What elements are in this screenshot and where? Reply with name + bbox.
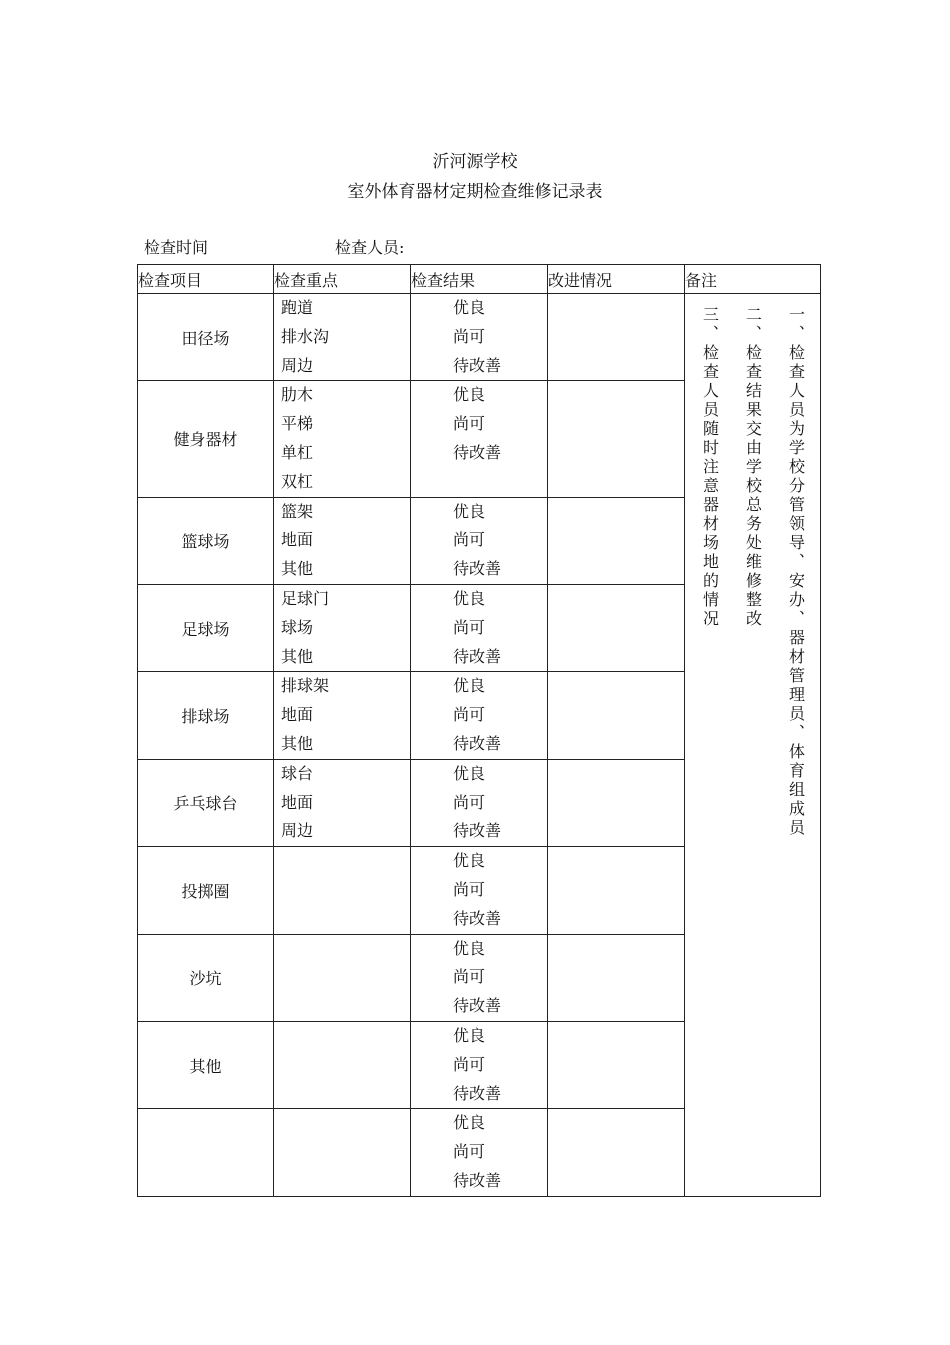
- result-option: 尚可: [453, 326, 486, 346]
- result-option: 尚可: [453, 705, 486, 725]
- inspection-item: [138, 1109, 274, 1196]
- remarks-list: [685, 294, 820, 838]
- inspection-point: 其他: [281, 559, 314, 579]
- result-option: 尚可: [453, 530, 486, 550]
- result-option: 尚可: [453, 967, 486, 987]
- inspection-results: [411, 497, 548, 584]
- inspection-item: 其他: [138, 1021, 274, 1108]
- remarks-cell: [685, 294, 821, 1197]
- improvement-cell: [548, 294, 685, 381]
- inspection-points: [274, 1021, 411, 1108]
- result-option: 优良: [453, 851, 486, 871]
- result-option: 待改善: [453, 559, 502, 579]
- improvement-cell: [548, 847, 685, 934]
- result-option: 尚可: [453, 1054, 486, 1074]
- improvement-cell: [548, 1021, 685, 1108]
- inspection-point: 其他: [281, 646, 314, 666]
- improvement-cell: [548, 497, 685, 584]
- result-option: 优良: [453, 588, 486, 608]
- result-option: 尚可: [453, 1142, 486, 1162]
- result-option: 优良: [453, 1113, 486, 1133]
- result-option: 尚可: [453, 414, 486, 434]
- result-option: 尚可: [453, 792, 486, 812]
- inspection-points: [274, 934, 411, 1021]
- result-option: 待改善: [453, 908, 502, 928]
- inspection-point: 周边: [281, 821, 314, 841]
- inspection-point: 周边: [281, 355, 314, 375]
- inspector-label: 检查人员:: [335, 238, 405, 257]
- column-header: 检查结果: [411, 265, 548, 294]
- column-header: 检查重点: [274, 265, 411, 294]
- inspection-record-table: [137, 264, 821, 1197]
- inspection-points: [274, 381, 411, 497]
- result-option: 优良: [453, 1025, 486, 1045]
- result-option: 优良: [453, 501, 486, 521]
- inspection-point: 球场: [281, 617, 314, 637]
- inspection-item: 篮球场: [138, 497, 274, 584]
- inspection-point: 双杠: [281, 471, 314, 491]
- inspection-item: 排球场: [138, 672, 274, 759]
- inspection-results: [411, 584, 548, 671]
- inspection-point: 地面: [281, 705, 314, 725]
- result-option: 待改善: [453, 733, 502, 753]
- inspection-points: [274, 294, 411, 381]
- improvement-cell: [548, 759, 685, 846]
- inspection-results: [411, 294, 548, 381]
- inspection-point: 排水沟: [281, 326, 330, 346]
- inspection-point: 排球架: [281, 676, 330, 696]
- inspection-item: 乒乓球台: [138, 759, 274, 846]
- result-option: 待改善: [453, 996, 502, 1016]
- result-option: 尚可: [453, 617, 486, 637]
- remark-note: 二、检查结果交由学校总务处维修整改: [743, 306, 763, 629]
- inspection-point: 跑道: [281, 298, 314, 317]
- result-option: 待改善: [453, 1083, 502, 1103]
- inspection-results: [411, 934, 548, 1021]
- result-option: 待改善: [453, 821, 502, 841]
- inspection-point: 肋木: [281, 385, 314, 405]
- form-title: 室外体育器材定期检查维修记录表: [347, 182, 603, 202]
- school-name: 沂河源学校: [432, 152, 518, 172]
- inspection-item: 沙坑: [138, 934, 274, 1021]
- inspection-item: 田径场: [138, 294, 274, 381]
- inspection-points: [274, 497, 411, 584]
- inspection-results: [411, 1109, 548, 1196]
- blank-line: [453, 468, 547, 497]
- result-option: 待改善: [453, 442, 502, 462]
- improvement-cell: [548, 584, 685, 671]
- inspection-points: [274, 1109, 411, 1196]
- result-option: 待改善: [453, 646, 502, 666]
- inspection-points: [274, 759, 411, 846]
- result-option: 待改善: [453, 355, 502, 375]
- inspection-point: 单杠: [281, 442, 314, 462]
- inspection-point: 其他: [281, 733, 314, 753]
- inspection-item: 足球场: [138, 584, 274, 671]
- result-option: 优良: [453, 938, 486, 958]
- table-row: [138, 294, 821, 381]
- result-option: 优良: [453, 385, 486, 405]
- inspection-point: 地面: [281, 792, 314, 812]
- column-header: 备注: [685, 265, 821, 294]
- improvement-cell: [548, 1109, 685, 1196]
- result-option: 优良: [453, 298, 486, 317]
- inspection-points: [274, 672, 411, 759]
- inspection-results: [411, 759, 548, 846]
- inspection-results: [411, 672, 548, 759]
- inspection-point: 平梯: [281, 414, 314, 434]
- inspection-points: [274, 847, 411, 934]
- inspection-results: [411, 847, 548, 934]
- result-option: 优良: [453, 763, 486, 783]
- inspection-point: 球台: [281, 763, 314, 783]
- remark-note: 一、检查人员为学校分管领导、安办、器材管理员、体育组成员: [786, 306, 806, 838]
- improvement-cell: [548, 934, 685, 1021]
- inspection-point: 地面: [281, 530, 314, 550]
- column-header: 改进情况: [548, 265, 685, 294]
- result-option: 待改善: [453, 1170, 502, 1190]
- inspection-point: 足球门: [281, 588, 330, 608]
- inspection-point: 篮架: [281, 501, 314, 521]
- inspection-time-label: 检查时间: [144, 238, 209, 257]
- inspection-item: 投掷圈: [138, 847, 274, 934]
- improvement-cell: [548, 381, 685, 497]
- improvement-cell: [548, 672, 685, 759]
- remark-note: 三、检查人员随时注意器材场地的情况: [700, 306, 720, 629]
- result-option: 优良: [453, 676, 486, 696]
- inspection-results: [411, 381, 548, 497]
- inspection-item: 健身器材: [138, 381, 274, 497]
- header-row: [138, 265, 821, 294]
- inspection-results: [411, 1021, 548, 1108]
- inspection-points: [274, 584, 411, 671]
- result-option: 尚可: [453, 879, 486, 899]
- column-header: 检查项目: [138, 265, 274, 294]
